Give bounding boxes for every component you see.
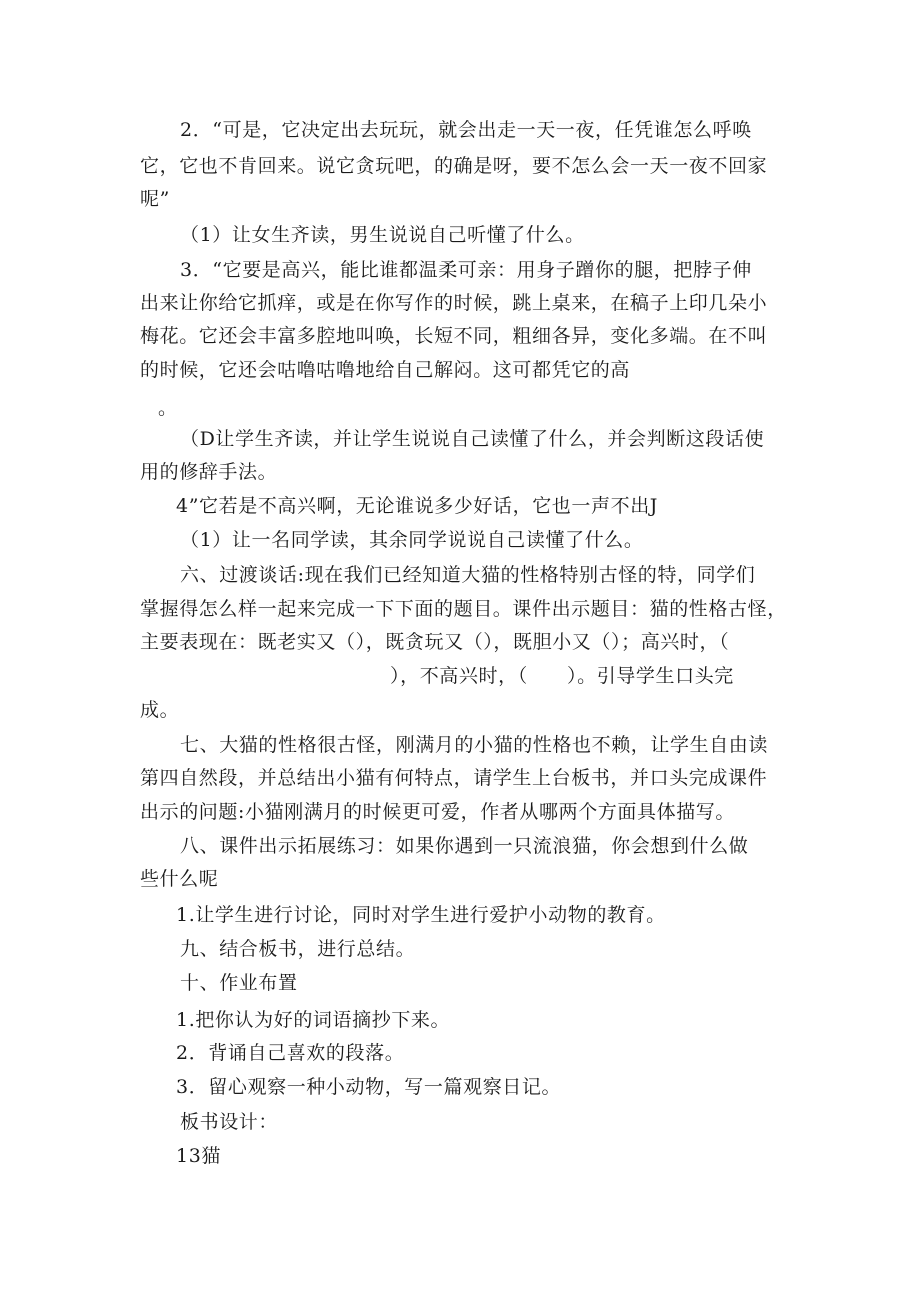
text-line: 七、大猫的性格很古怪，刚满月的小猫的性格也不赖，让学生自由读 xyxy=(180,734,769,756)
text-line: 13猫 xyxy=(176,1145,221,1167)
text-line: 出示的问题:小猫刚满月的时候更可爱，作者从哪两个方面具体描写。 xyxy=(140,801,736,823)
text-line: 掌握得怎么样一起来完成一下下面的题目。课件出示题目：猫的性格古怪， xyxy=(140,598,787,620)
text-line: 用的修辞手法。 xyxy=(140,461,278,483)
text-line: （D让学生齐读，并让学生说说自己读懂了什么，并会判断这段话使 xyxy=(180,428,765,450)
text-line: 出来让你给它抓痒，或是在你写作的时候，跳上桌来，在稿子上印几朵小 xyxy=(140,292,768,314)
text-line: （1）让一名同学读，其余同学说说自己读懂了什么。 xyxy=(180,529,644,551)
text-line: 3．留心观察一种小动物，写一篇观察日记。 xyxy=(176,1076,562,1098)
text-line: 八、课件出示拓展练习：如果你遇到一只流浪猫，你会想到什么做 xyxy=(180,835,749,857)
text-line: 2．“可是，它决定出去玩玩，就会出走一天一夜，任凭谁怎么呼唤 xyxy=(180,119,752,141)
text-line: ），不高兴时，（ ）。引导学生口头完 xyxy=(390,665,734,687)
text-line: 2．背诵自己喜欢的段落。 xyxy=(176,1042,405,1064)
text-line: 主要表现在：既老实又（），既贪玩又（），既胆小又（）；高兴时，（ xyxy=(140,631,730,653)
text-line: 成。 xyxy=(140,699,180,721)
text-line: 十、作业布置 xyxy=(180,972,298,994)
text-line: 些什么呢 xyxy=(140,868,219,890)
text-line: 梅花。它还会丰富多腔地叫唤，长短不同，粗细各异，变化多端。在不叫 xyxy=(140,325,768,347)
text-line: 呢” xyxy=(140,188,170,210)
text-line: 第四自然段，并总结出小猫有何特点，请学生上台板书，并口头完成课件 xyxy=(140,767,768,789)
text-line: 九、结合板书，进行总结。 xyxy=(180,938,416,960)
text-line: 4”它若是不高兴啊，无论谁说多少好话，它也一声不出J xyxy=(176,495,659,517)
text-line: 1.让学生进行讨论，同时对学生进行爱护小动物的教育。 xyxy=(176,904,666,926)
text-line: 六、过渡谈话:现在我们已经知道大猫的性格特别古怪的特，同学们 xyxy=(180,564,756,586)
text-line: 板书设计： xyxy=(180,1111,279,1133)
text-line: （1）让女生齐读，男生说说自己听懂了什么。 xyxy=(180,224,585,246)
text-line: 的时候，它还会咕噜咕噜地给自己解闷。这可都凭它的高 xyxy=(140,359,631,381)
text-line: 它，它也不肯回来。说它贪玩吧，的确是呀，要不怎么会一天一夜不回家 xyxy=(140,155,768,177)
text-line: 。 xyxy=(158,397,178,419)
text-line: 3．“它要是高兴，能比谁都温柔可亲：用身子蹭你的腿，把脖子伸 xyxy=(180,259,752,281)
text-line: 1.把你认为好的词语摘抄下来。 xyxy=(176,1009,451,1031)
